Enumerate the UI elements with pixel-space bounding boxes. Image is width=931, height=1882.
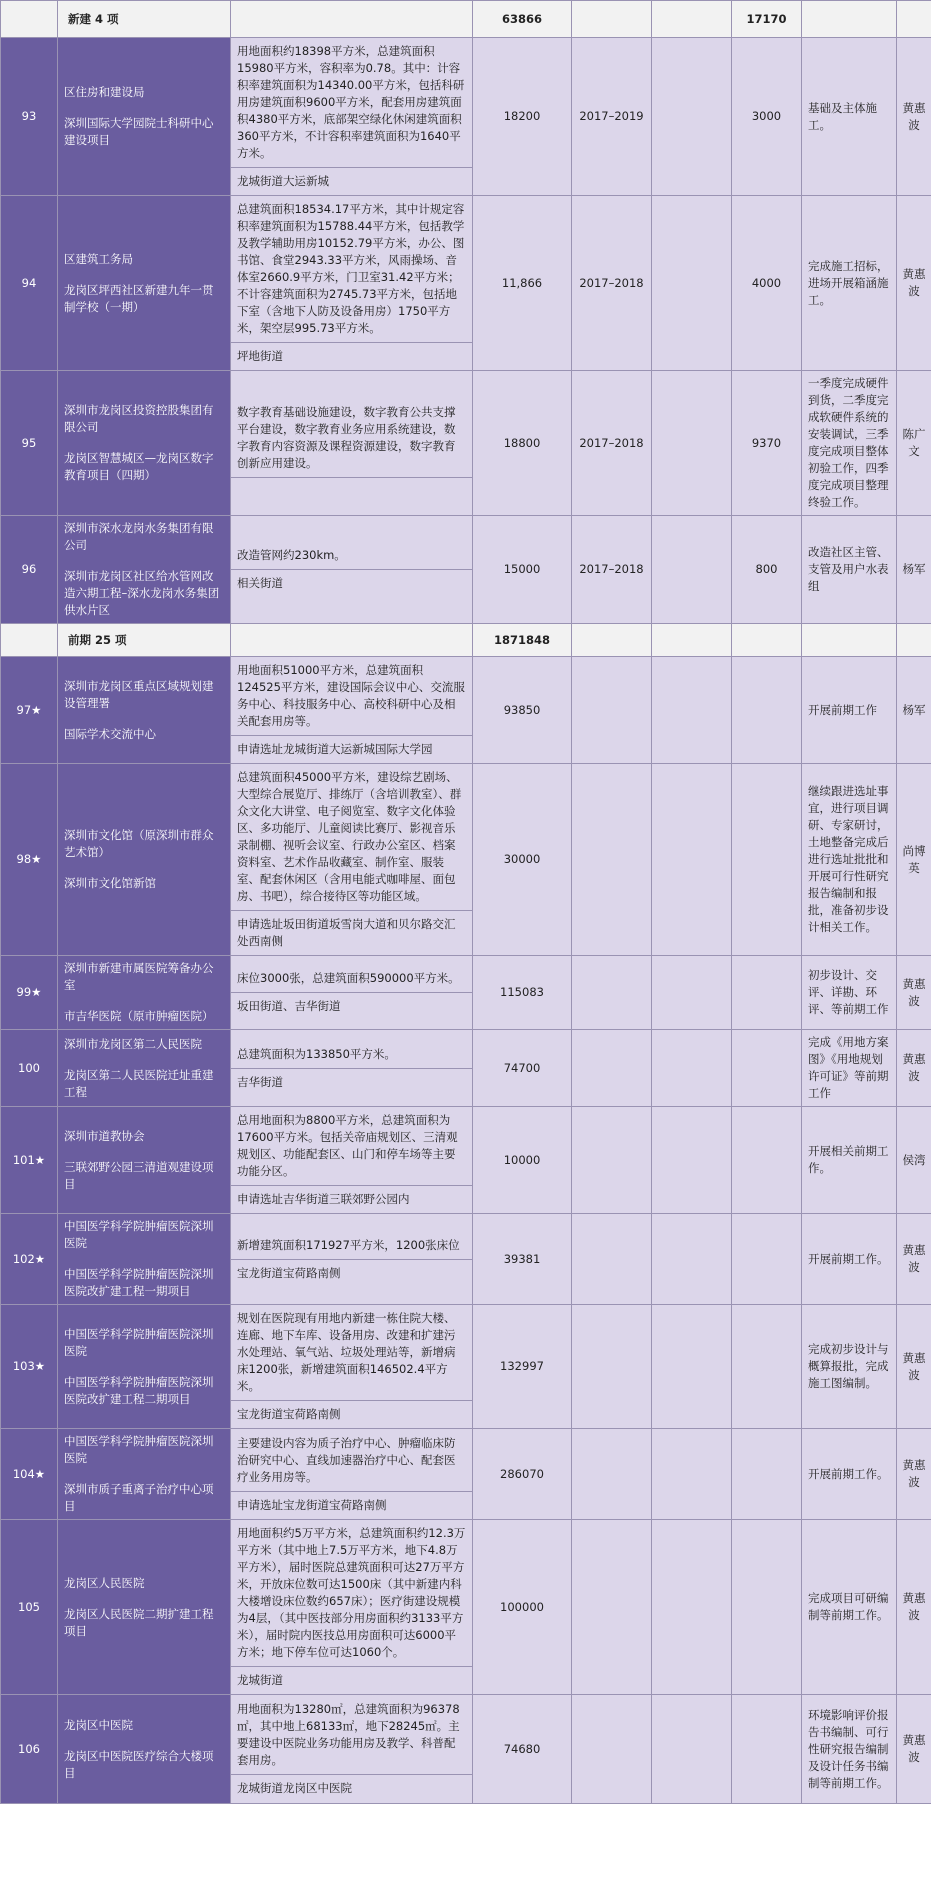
investment-text: 15000 <box>503 562 541 576</box>
responsible-person-text: 黄惠波 <box>902 1052 926 1083</box>
prior-investment <box>652 516 732 624</box>
construction-years <box>572 1214 652 1305</box>
project-name: 国际学术交流中心 <box>64 726 156 741</box>
description-cell <box>231 38 473 196</box>
responsible-person-text: 黄惠波 <box>902 267 926 298</box>
table-row <box>1 764 931 956</box>
progress-text: 开展前期工作。 <box>808 1251 889 1266</box>
row-number <box>1 764 58 956</box>
construction-years <box>572 1305 652 1429</box>
construction-years <box>572 956 652 1030</box>
unit-project-wrap <box>58 516 230 623</box>
table-row <box>1 1695 931 1804</box>
progress-text: 完成项目可研编制等前期工作。 <box>808 1591 889 1622</box>
header-blank <box>572 1 652 38</box>
unit-project-cell <box>58 196 231 371</box>
prior-investment <box>652 1030 732 1107</box>
description-cell <box>231 1107 473 1214</box>
description-cell <box>231 956 473 1030</box>
unit-project-cell <box>58 1107 231 1214</box>
annual-plan <box>732 657 802 764</box>
responsible-person <box>897 1214 931 1305</box>
progress-text: 开展前期工作。 <box>808 1466 889 1481</box>
site-text: 宝龙街道宝荷路南侧 <box>231 1259 472 1287</box>
table-row <box>1 1107 931 1214</box>
total-investment <box>473 516 572 624</box>
table-row <box>1 1214 931 1305</box>
unit-project-cell <box>58 1030 231 1107</box>
annual-plan <box>732 1520 802 1695</box>
description-text: 主要建设内容为质子治疗中心、肿瘤临床防治研究中心、直线加速器治疗中心、配套医疗业务用房等。 <box>237 1435 456 1484</box>
row-number <box>1 371 58 516</box>
unit-project-wrap <box>58 1124 230 1197</box>
description-cell <box>231 657 473 764</box>
responsible-unit: 中国医学科学院肿瘤医院深圳医院 <box>64 1219 214 1250</box>
prior-investment <box>652 1695 732 1804</box>
investment-text: 74680 <box>503 1741 541 1756</box>
header-blank <box>802 1 897 38</box>
investment-text: 10000 <box>503 1152 541 1167</box>
description-cell <box>231 196 473 371</box>
construction-years <box>572 1695 652 1804</box>
progress-text: 一季度完成硬件到货，二季度完成软硬件系统的安装调试，三季度完成项目整体初验工作，四季度完成项目整理终验工作。 <box>808 376 889 509</box>
responsible-person-text: 黄惠波 <box>902 1733 926 1764</box>
annual-plan <box>732 1429 802 1520</box>
description-text: 用地面积为13280㎡，总建筑面积为96378㎡，其中地上68133㎡，地下28245㎡。主要建设中医院业务功能用房及教学、科普配套用房。 <box>237 1702 460 1767</box>
annual-plan <box>732 764 802 956</box>
responsible-person-text: 黄惠波 <box>902 1243 926 1274</box>
years-text: 2017–2018 <box>579 435 644 450</box>
description-cell <box>231 1429 473 1520</box>
row-number <box>1 1214 58 1305</box>
responsible-unit: 深圳市龙岗区投资控股集团有限公司 <box>64 403 214 434</box>
description-cell <box>231 1695 473 1804</box>
responsible-person-text: 黄惠波 <box>902 100 926 132</box>
total-investment <box>473 1695 572 1804</box>
responsible-person <box>897 956 931 1030</box>
section-label-text: 前期 25 项 <box>68 632 127 647</box>
site-text: 坪地街道 <box>231 342 472 370</box>
unit-project-wrap <box>58 1429 230 1519</box>
responsible-person <box>897 657 931 764</box>
project-name: 龙岗区第二人民医院迁址重建工程 <box>64 1067 214 1099</box>
project-name: 深圳市文化馆新馆 <box>64 876 156 890</box>
description-cell <box>231 1520 473 1695</box>
responsible-unit: 中国医学科学院肿瘤医院深圳医院 <box>64 1434 214 1465</box>
table-row <box>1 1030 931 1107</box>
description-text: 规划在医院现有用地内新建一栋住院大楼、连廊、地下车库、设备用房、改建和扩建污水处理站、氧气站、垃圾处理站等，新增病床1200张，新增建筑面积146502.4平方米。 <box>237 1311 456 1393</box>
progress-text: 开展前期工作 <box>808 702 877 717</box>
project-name: 龙岗区人民医院二期扩建工程项目 <box>64 1606 214 1638</box>
description-cell <box>231 764 473 956</box>
investment-text: 11,866 <box>501 275 543 290</box>
unit-project-cell <box>58 956 231 1030</box>
site-text: 宝龙街道宝荷路南侧 <box>231 1400 472 1428</box>
annual-plan <box>732 38 802 196</box>
progress-text: 完成初步设计与概算报批，完成施工图编制。 <box>808 1342 889 1390</box>
construction-years <box>572 1107 652 1214</box>
unit-project-cell <box>58 1214 231 1305</box>
section-total <box>473 1 572 38</box>
responsible-unit: 区住房和建设局 <box>64 85 145 99</box>
plan-text: 800 <box>755 562 778 576</box>
unit-project-cell <box>58 371 231 516</box>
progress-text: 基础及主体施工。 <box>808 100 877 132</box>
total-investment <box>473 956 572 1030</box>
project-name: 深圳市质子重离子治疗中心项目 <box>64 1482 214 1513</box>
progress-text: 完成《用地方案图》《用地规划许可证》等前期工作 <box>808 1035 889 1100</box>
responsible-unit: 深圳市龙岗区第二人民医院 <box>64 1036 202 1051</box>
prior-investment <box>652 1305 732 1429</box>
unit-project-cell <box>58 1695 231 1804</box>
responsible-unit: 龙岗区人民医院 <box>64 1575 145 1590</box>
responsible-person-text: 尚博英 <box>902 843 926 875</box>
responsible-person <box>897 1695 931 1804</box>
annual-plan <box>732 371 802 516</box>
annual-plan <box>732 1214 802 1305</box>
progress-text: 开展相关前期工作。 <box>808 1144 889 1175</box>
section-label <box>58 1 231 38</box>
responsible-unit: 区建筑工务局 <box>64 251 133 266</box>
table-row <box>1 1305 931 1429</box>
prior-investment <box>652 1520 732 1695</box>
table-row <box>1 956 931 1030</box>
progress-cell <box>802 371 897 516</box>
section-plan-text: 17170 <box>746 11 787 26</box>
unit-project-wrap <box>58 1214 230 1304</box>
description-text: 改造管网约230km。 <box>237 548 346 562</box>
description-text: 数字教育基础设施建设，数字教育公共支撑平台建设，数字教育业务应用系统建设，数字教育内容资源及课程资源建设，数字教育创新应用建设。 <box>237 404 456 470</box>
annual-plan <box>732 1305 802 1429</box>
row-number <box>1 956 58 1030</box>
progress-cell <box>802 516 897 624</box>
row-number-text: 104★ <box>12 1466 46 1481</box>
prior-investment <box>652 956 732 1030</box>
progress-text: 改造社区主管、支管及用户水表组 <box>808 545 889 593</box>
unit-project-cell <box>58 516 231 624</box>
progress-cell <box>802 1030 897 1107</box>
unit-project-wrap <box>58 1571 230 1644</box>
responsible-unit: 深圳市新建市属医院筹备办公室 <box>64 961 214 992</box>
responsible-unit: 中国医学科学院肿瘤医院深圳医院 <box>64 1326 214 1358</box>
header-blank <box>231 1 473 38</box>
row-number-text: 97★ <box>16 702 42 717</box>
project-name: 龙岗区中医院医疗综合大楼项目 <box>64 1748 214 1780</box>
annual-plan <box>732 516 802 624</box>
site-text: 申请选址宝龙街道宝荷路南侧 <box>231 1491 472 1519</box>
years-text: 2017–2019 <box>579 109 644 123</box>
responsible-person <box>897 196 931 371</box>
description-text: 床位3000张，总建筑面积590000平方米。 <box>237 971 460 985</box>
investment-text: 132997 <box>500 1359 544 1373</box>
row-number <box>1 1429 58 1520</box>
section-header-row <box>1 1 931 38</box>
progress-text: 初步设计、交评、详勘、环评、等前期工作 <box>808 968 889 1016</box>
row-number-text: 101★ <box>12 1152 46 1167</box>
progress-cell <box>802 657 897 764</box>
row-number <box>1 1030 58 1107</box>
progress-cell <box>802 1305 897 1429</box>
header-blank <box>572 624 652 657</box>
header-blank <box>1 1 58 38</box>
responsible-person-text: 侯湾 <box>902 1152 926 1167</box>
responsible-person-text: 黄惠波 <box>902 1350 926 1382</box>
unit-project-wrap <box>58 674 230 747</box>
investment-text: 74700 <box>503 1060 541 1075</box>
total-investment <box>473 1107 572 1214</box>
description-text: 总建筑面积45000平方米，建设综艺剧场、大型综合展览厅、排练厅（含培训教室）、群众文化大讲堂、电子阅览室、数字文化体验区、多功能厅、儿童阅读比赛厅、影视音乐录制棚、视听会议室、行政办公室区、档案资料室、艺术作品收藏室、制作室、服装室、配套休闲区（含用电能式咖啡屋、面包房、书吧），综合接待区等功能区域。 <box>237 770 462 903</box>
section-total <box>473 624 572 657</box>
responsible-person <box>897 1107 931 1214</box>
section-label-text: 新建 4 项 <box>68 11 119 26</box>
row-number-text: 96 <box>21 562 37 576</box>
row-number <box>1 657 58 764</box>
project-name: 深圳市龙岗区社区给水管网改造六期工程–深水龙岗水务集团供水片区 <box>64 569 220 617</box>
responsible-person <box>897 516 931 624</box>
years-text: 2017–2018 <box>579 562 644 576</box>
section-label <box>58 624 231 657</box>
responsible-unit: 深圳市深水龙岗水务集团有限公司 <box>64 521 214 552</box>
investment-text: 286070 <box>500 1466 544 1481</box>
total-investment <box>473 1305 572 1429</box>
section-header-row <box>1 624 931 657</box>
row-number-text: 102★ <box>12 1251 46 1266</box>
investment-text: 30000 <box>503 852 541 866</box>
total-investment <box>473 657 572 764</box>
header-blank <box>652 624 732 657</box>
progress-cell <box>802 1107 897 1214</box>
progress-cell <box>802 196 897 371</box>
site-text: 相关街道 <box>231 569 472 597</box>
annual-plan <box>732 1030 802 1107</box>
project-name: 中国医学科学院肿瘤医院深圳医院改扩建工程一期项目 <box>64 1267 214 1298</box>
row-number <box>1 196 58 371</box>
unit-project-cell <box>58 1520 231 1695</box>
row-number <box>1 1695 58 1804</box>
annual-plan <box>732 1695 802 1804</box>
prior-investment <box>652 1214 732 1305</box>
site-text: 申请选址龙城街道大运新城国际大学园 <box>231 735 472 763</box>
site-text: 吉华街道 <box>231 1068 472 1096</box>
table-row <box>1 38 931 196</box>
section-plan-total <box>732 1 802 38</box>
total-investment <box>473 1030 572 1107</box>
row-number-text: 94 <box>21 275 37 290</box>
description-cell <box>231 1214 473 1305</box>
responsible-unit: 龙岗区中医院 <box>64 1717 133 1732</box>
table-row <box>1 371 931 516</box>
investment-text: 18800 <box>503 435 541 450</box>
responsible-person-text: 陈广文 <box>902 427 926 458</box>
total-investment <box>473 1520 572 1695</box>
header-blank <box>897 1 931 38</box>
row-number <box>1 38 58 196</box>
construction-years <box>572 1429 652 1520</box>
prior-investment <box>652 1429 732 1520</box>
row-number-text: 98★ <box>16 852 42 866</box>
prior-investment <box>652 657 732 764</box>
section-total-text: 63866 <box>501 11 542 26</box>
prior-investment <box>652 196 732 371</box>
progress-cell <box>802 1429 897 1520</box>
row-number <box>1 1107 58 1214</box>
unit-project-wrap <box>58 247 230 320</box>
progress-cell <box>802 38 897 196</box>
total-investment <box>473 371 572 516</box>
progress-text: 环境影响评价报告书编制、可行性研究报告编制及设计任务书编制等前期工作。 <box>808 1707 889 1790</box>
years-text: 2017–2018 <box>579 275 644 290</box>
unit-project-cell <box>58 1305 231 1429</box>
header-blank <box>1 624 58 657</box>
unit-project-wrap <box>58 823 230 896</box>
section-total-text: 1871848 <box>493 632 550 647</box>
prior-investment <box>652 38 732 196</box>
investment-text: 39381 <box>503 1251 541 1266</box>
description-text: 用地面积约18398平方米，总建筑面积15980平方米，容积率为0.78。其中：计容积率建筑面积为14340.00平方米，包括科研用房建筑面积9600平方米，配套用房建筑面积4380平方米，底部架空绿化休闲建筑面积360平方米，不计容积率建筑面积为1640平方米。 <box>237 44 465 160</box>
progress-cell <box>802 956 897 1030</box>
responsible-person-text: 杨军 <box>902 702 926 717</box>
header-blank <box>802 624 897 657</box>
project-name: 三联郊野公园三清道观建设项目 <box>64 1159 214 1191</box>
unit-project-cell <box>58 764 231 956</box>
responsible-person <box>897 1305 931 1429</box>
progress-cell <box>802 1695 897 1804</box>
total-investment <box>473 38 572 196</box>
unit-project-wrap <box>58 80 230 153</box>
description-text: 总用地面积为8800平方米，总建筑面积为17600平方米。包括关帝庙规划区、三清观规划区、功能配套区、山门和停车场等主要功能分区。 <box>237 1113 458 1178</box>
investment-text: 18200 <box>503 109 541 123</box>
unit-project-wrap <box>58 956 230 1029</box>
unit-project-cell <box>58 657 231 764</box>
responsible-person-text: 黄惠波 <box>902 976 926 1008</box>
unit-project-wrap <box>58 1322 230 1412</box>
table-row <box>1 657 931 764</box>
total-investment <box>473 1214 572 1305</box>
description-text: 总建筑面积为133850平方米。 <box>237 1046 396 1061</box>
row-number-text: 93 <box>21 109 37 123</box>
progress-cell <box>802 764 897 956</box>
plan-text: 3000 <box>751 109 782 123</box>
responsible-person-text: 杨军 <box>902 562 926 576</box>
description-text: 用地面积约5万平方米，总建筑面积约12.3万平方米（其中地上7.5万平方米，地下4.8万平方米），届时医院总建筑面积可达27万平方米，开放床位数可达1500床（其中新建内科大楼增设床位数约657床）；医疗街建设规模为4层，（其中医技部分用房面积约3133平方米），届时院内医技总用房面积可达6000平方米；地下停车位可达1060个。 <box>237 1526 466 1659</box>
table-row <box>1 196 931 371</box>
site-text: 龙城街道 <box>231 1666 472 1694</box>
total-investment <box>473 764 572 956</box>
site-text: 申请选址坂田街道坂雪岗大道和贝尔路交汇处西南侧 <box>231 910 472 955</box>
responsible-person <box>897 38 931 196</box>
responsible-person <box>897 371 931 516</box>
table-row <box>1 516 931 624</box>
section-plan-total <box>732 624 802 657</box>
construction-years <box>572 1030 652 1107</box>
table-row <box>1 1520 931 1695</box>
construction-years <box>572 196 652 371</box>
construction-years <box>572 657 652 764</box>
site-text <box>231 477 472 488</box>
investment-text: 100000 <box>500 1599 544 1614</box>
investment-text: 93850 <box>503 702 541 717</box>
row-number <box>1 516 58 624</box>
description-text: 用地面积51000平方米，总建筑面积124525平方米，建设国际会议中心、交流服务中心、科技服务中心、高校科研中心及相关配套用房等。 <box>237 663 465 728</box>
table-row <box>1 1429 931 1520</box>
site-text: 龙城街道大运新城 <box>231 167 472 195</box>
construction-years <box>572 1520 652 1695</box>
row-number-text: 105 <box>18 1599 40 1614</box>
prior-investment <box>652 371 732 516</box>
construction-years <box>572 38 652 196</box>
unit-project-wrap <box>58 1032 230 1105</box>
responsible-person <box>897 1520 931 1695</box>
unit-project-cell <box>58 38 231 196</box>
project-name: 龙岗区坪西社区新建九年一贯制学校（一期） <box>64 282 214 314</box>
construction-years <box>572 371 652 516</box>
header-blank <box>897 624 931 657</box>
responsible-unit: 深圳市道教协会 <box>64 1128 145 1143</box>
description-cell <box>231 516 473 624</box>
unit-project-wrap <box>58 1713 230 1786</box>
site-text: 坂田街道、吉华街道 <box>231 992 472 1020</box>
description-text: 新增建筑面积171927平方米，1200张床位 <box>237 1237 460 1252</box>
prior-investment <box>652 1107 732 1214</box>
progress-cell <box>802 1520 897 1695</box>
plan-text: 4000 <box>751 275 782 290</box>
row-number-text: 106 <box>18 1741 40 1756</box>
responsible-unit: 深圳市文化馆（原深圳市群众艺术馆） <box>64 828 214 859</box>
construction-years <box>572 764 652 956</box>
annual-plan <box>732 956 802 1030</box>
row-number-text: 103★ <box>12 1359 46 1373</box>
responsible-unit: 深圳市龙岗区重点区域规划建设管理署 <box>64 678 214 710</box>
plan-text: 9370 <box>751 435 782 450</box>
project-name: 中国医学科学院肿瘤医院深圳医院改扩建工程二期项目 <box>64 1374 214 1406</box>
responsible-person <box>897 1030 931 1107</box>
row-number-text: 99★ <box>16 985 42 999</box>
description-text: 总建筑面积18534.17平方米，其中计规定容积率建筑面积为15788.44平方米，包括教学及教学辅助用房10152.79平方米，办公、图书馆、食堂2943.33平方米，风雨操场、音体室2660.9平方米，门卫室31.42平方米；不计容建筑面积为2745.73平方米，包括地下室（含地下人防及设备用房）1750平方米，架空层995.73平方米。 <box>237 202 465 335</box>
unit-project-cell <box>58 1429 231 1520</box>
row-number-text: 95 <box>21 435 37 450</box>
project-name: 深圳国际大学园院士科研中心建设项目 <box>64 116 214 147</box>
row-number <box>1 1305 58 1429</box>
row-number <box>1 1520 58 1695</box>
site-text: 申请选址吉华街道三联郊野公园内 <box>231 1185 472 1213</box>
construction-years <box>572 516 652 624</box>
annual-plan <box>732 196 802 371</box>
responsible-person <box>897 764 931 956</box>
description-cell <box>231 371 473 516</box>
project-name: 市吉华医院（原市肿瘤医院） <box>64 1009 214 1023</box>
site-text: 龙城街道龙岗区中医院 <box>231 1774 472 1802</box>
progress-cell <box>802 1214 897 1305</box>
description-cell <box>231 1030 473 1107</box>
row-number-text: 100 <box>18 1060 40 1075</box>
total-investment <box>473 196 572 371</box>
responsible-person-text: 黄惠波 <box>902 1591 926 1622</box>
total-investment <box>473 1429 572 1520</box>
prior-investment <box>652 764 732 956</box>
header-blank <box>652 1 732 38</box>
description-cell <box>231 1305 473 1429</box>
header-blank <box>231 624 473 657</box>
progress-text: 完成施工招标，进场开展箱涵施工。 <box>808 258 889 307</box>
responsible-person <box>897 1429 931 1520</box>
responsible-person-text: 黄惠波 <box>902 1458 926 1489</box>
progress-text: 继续跟进选址事宜，进行项目调研、专家研讨，土地整备完成后进行选址批批和开展可行性研究报告编制和报批，准备初步设计相关工作。 <box>808 784 889 934</box>
unit-project-wrap <box>58 398 230 488</box>
investment-text: 115083 <box>500 985 544 999</box>
project-name: 龙岗区智慧城区—龙岗区数字教育项目（四期） <box>64 451 214 482</box>
annual-plan <box>732 1107 802 1214</box>
